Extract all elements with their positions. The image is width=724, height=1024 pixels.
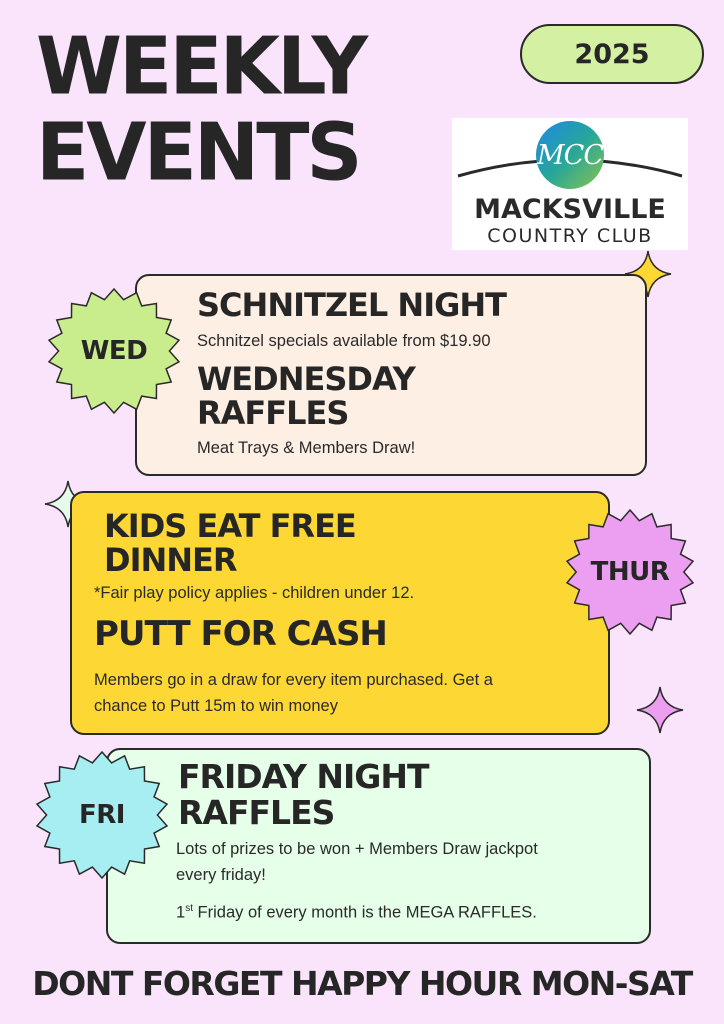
thur-day-badge — [564, 508, 696, 636]
putt-for-cash-title: PUTT FOR CASH — [94, 614, 387, 654]
friday-raffles-title-line-2: RAFFLES — [178, 793, 335, 832]
thur-day-label: THUR — [590, 557, 670, 587]
wednesday-raffles-title-line-1: WEDNESDAY — [197, 360, 415, 398]
schnitzel-night-desc: Schnitzel specials available from $19.90 — [197, 332, 491, 350]
sparkle-star-icon — [636, 686, 684, 734]
logo-name-line-2: COUNTRY CLUB — [487, 225, 653, 247]
happy-hour-footer: DONT FORGET HAPPY HOUR MON-SAT — [32, 964, 692, 1003]
kids-eat-free-desc: *Fair play policy applies - children under 12. — [94, 584, 415, 602]
page-title-line-2: EVENTS — [36, 107, 360, 199]
club-logo — [452, 118, 688, 250]
year-badge: 2025 — [520, 24, 704, 84]
kids-eat-free-title-line-2: DINNER — [104, 541, 237, 579]
putt-for-cash-desc-line-2: chance to Putt 15m to win money — [94, 697, 338, 715]
mega-raffles-ordinal-suffix: st — [185, 903, 193, 914]
logo-name-line-1: MACKSVILLE — [474, 194, 666, 225]
fri-day-badge — [34, 750, 170, 880]
friday-raffles-desc-line-2: every friday! — [176, 866, 266, 884]
mega-raffles-note — [176, 896, 537, 926]
friday-raffles-desc-line-1: Lots of prizes to be won + Members Draw jackpot — [176, 840, 538, 858]
logo-monogram: MCC — [537, 140, 603, 171]
mega-raffles-ordinal: 1 — [176, 903, 186, 922]
mega-raffles-text: Friday of every month is the MEGA RAFFLES. — [192, 903, 537, 922]
friday-card — [106, 748, 651, 944]
wed-day-label: WED — [80, 336, 148, 366]
putt-for-cash-desc-line-1: Members go in a draw for every item purchased. Get a — [94, 671, 493, 689]
wednesday-raffles-desc: Meat Trays & Members Draw! — [197, 439, 416, 457]
wednesday-raffles-title-line-2: RAFFLES — [197, 394, 349, 432]
thursday-card — [70, 491, 610, 735]
kids-eat-free-title-line-1: KIDS EAT FREE — [104, 507, 356, 545]
wednesday-card — [135, 274, 647, 476]
friday-raffles-title-line-1: FRIDAY NIGHT — [178, 757, 429, 796]
wed-day-badge — [46, 287, 182, 415]
page-title-line-1: WEEKLY — [36, 21, 366, 113]
schnitzel-night-title: SCHNITZEL NIGHT — [197, 286, 506, 324]
fri-day-label: FRI — [79, 800, 125, 830]
